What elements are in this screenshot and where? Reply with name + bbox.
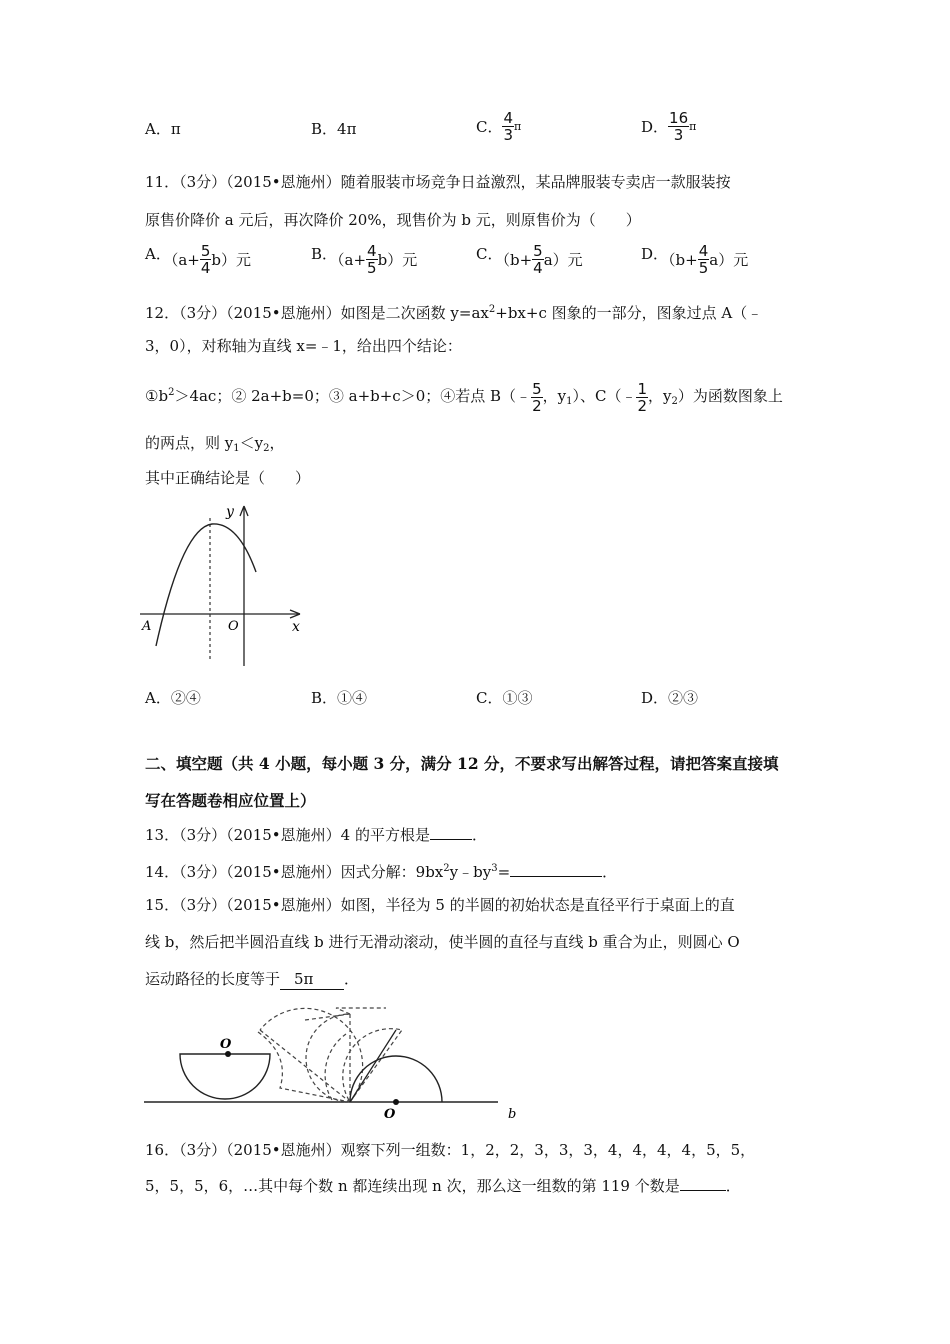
q11-d-label: D． xyxy=(641,245,669,263)
q10-c-den: 3 xyxy=(503,126,514,144)
q11-option-d xyxy=(641,243,748,276)
q10-option-d-label: D． xyxy=(641,118,669,136)
q12-line3-f: ）为函数图象上 xyxy=(677,387,783,405)
q10-option-c-label: C． xyxy=(476,118,503,136)
q16-line2-text: 5，5，5，6，…其中每个数 n 都连续出现 n 次，那么这一组数的第 119 个数是 xyxy=(145,1177,680,1195)
q11-b-den: 5 xyxy=(367,259,377,277)
q14-tail: ． xyxy=(602,863,618,881)
q12-line1 xyxy=(145,300,762,323)
q11-c-pre: （b+ xyxy=(502,251,533,269)
q14-answer-blank[interactable] xyxy=(510,876,602,877)
q12-option-b: B．①④ xyxy=(311,689,368,707)
q11-a-label: A． xyxy=(145,245,171,263)
final-center-dot xyxy=(393,1099,399,1105)
q12-line4-sub1: 1 xyxy=(233,443,240,454)
q12-option-d: D．②③ xyxy=(641,689,699,707)
q12-sub2: 2 xyxy=(671,396,678,407)
rolling-top-dashed xyxy=(305,1014,350,1020)
q11-d-fraction xyxy=(698,243,710,276)
final-center-label: O xyxy=(384,1107,396,1122)
q14 xyxy=(145,859,617,882)
q15-rolling-semicircle-figure xyxy=(140,1000,530,1122)
q12-line4-c: ， xyxy=(269,434,285,452)
q12-line2: 3，0），对称轴为直线 x=﹣1，给出四个结论： xyxy=(145,337,462,355)
q12-line3-c: ，y xyxy=(542,387,567,405)
q11-b-pre: （a+ xyxy=(337,251,367,269)
q13-text: 13．（3分）（2015•恩施州）4 的平方根是 xyxy=(145,826,430,844)
q15-line2: 线 b，然后把半圆沿直线 b 进行无滑动滚动，使半圆的直径与直线 b 重合为止，则圆心 O xyxy=(145,933,740,951)
q12-line3 xyxy=(145,373,783,413)
q12-line1-sup: 2 xyxy=(488,304,496,315)
q15-line3-text: 运动路径的长度等于 xyxy=(145,970,281,988)
q15-tail: ． xyxy=(344,970,360,988)
q11-a-fraction xyxy=(200,243,212,276)
q12-line4-sub2: 2 xyxy=(263,443,270,454)
q11-option-c xyxy=(476,243,583,276)
rolling-position-1 xyxy=(260,1008,363,1102)
q12-line3-a: ①b xyxy=(145,387,169,405)
q14-text-c: = xyxy=(497,863,511,881)
q11-d-pre: （b+ xyxy=(668,251,698,269)
q10-c-pi: π xyxy=(514,120,522,133)
q11-line1: 11．（3分）（2015•恩施州）随着服装市场竞争日益激烈，某品牌服装专卖店一款服装按 xyxy=(145,173,731,191)
q12-option-a: A．②④ xyxy=(145,689,201,707)
q11-c-num: 5 xyxy=(533,242,543,260)
q12-frac-5-2 xyxy=(531,381,543,414)
q13-tail: ． xyxy=(471,826,487,844)
q12-sub1: 1 xyxy=(566,396,573,407)
q11-c-label: C． xyxy=(476,245,503,263)
q12-line5: 其中正确结论是（ ） xyxy=(145,469,311,487)
q10-option-c xyxy=(476,110,521,143)
section2-heading-line2: 写在答题卷相应位置上） xyxy=(145,791,316,810)
q12-line1-b: +bx+c 图象的一部分，图象过点 A（﹣ xyxy=(495,304,763,322)
q12-frac-1-2 xyxy=(636,381,648,414)
q11-option-a xyxy=(145,243,251,276)
q16-answer-blank[interactable] xyxy=(680,1190,726,1191)
final-semicircle xyxy=(350,1056,442,1102)
q12-frac1-den: 2 xyxy=(532,396,542,415)
q11-line2: 原售价降价 a 元后，再次降价 20%，现售价为 b 元，则原售价为（ ） xyxy=(145,211,641,229)
q14-sup2: 3 xyxy=(491,863,498,874)
q12-line1-a: 12．（3分）（2015•恩施州）如图是二次函数 y=ax xyxy=(145,304,489,322)
q11-a-num: 5 xyxy=(200,242,211,260)
q11-a-den: 4 xyxy=(200,259,211,277)
q12-line3-sup: 2 xyxy=(168,387,175,398)
q11-b-fraction xyxy=(366,243,378,276)
q11-a-pre: （a+ xyxy=(170,251,200,269)
origin-label: O xyxy=(228,619,239,634)
q11-d-num: 4 xyxy=(698,242,709,260)
q11-option-b xyxy=(311,243,417,276)
q16-line1: 16．（3分）（2015•恩施州）观察下列一组数：1，2，2，3，3，3，4，4，4，4，5，5， xyxy=(145,1141,756,1159)
q12-line3-d: ）、C（﹣ xyxy=(572,387,637,405)
q16-line2 xyxy=(145,1176,741,1196)
q12-line3-e: ，y xyxy=(648,387,672,405)
q15-line1: 15．（3分）（2015•恩施州）如图，半径为 5 的半圆的初始状态是直径平行于桌面上的直 xyxy=(145,896,735,914)
q11-a-post: b）元 xyxy=(211,251,252,269)
q10-option-c-fraction xyxy=(502,110,514,143)
q11-c-den: 4 xyxy=(533,259,543,277)
q12-frac1-num: 5 xyxy=(532,379,542,398)
q12-frac2-den: 2 xyxy=(637,396,647,415)
y-label: y xyxy=(226,504,234,520)
final-radius-line xyxy=(350,1030,396,1102)
q16-tail: ． xyxy=(725,1177,741,1195)
q10-d-pi: π xyxy=(689,120,697,133)
q12-line4 xyxy=(145,433,285,459)
q10-c-num: 4 xyxy=(503,109,514,127)
q12-frac2-num: 1 xyxy=(637,379,647,398)
q12-line3-b: ＞4ac；② 2a+b=0；③ a+b+c＞0；④若点 B（﹣ xyxy=(174,387,532,405)
q10-option-b: B．4π xyxy=(311,120,357,138)
q13-answer-blank[interactable] xyxy=(430,839,472,840)
rolling-top-dashed-2 xyxy=(336,1008,386,1014)
q10-option-d xyxy=(641,110,696,143)
q11-b-num: 4 xyxy=(367,242,377,260)
initial-center-label: O xyxy=(220,1037,232,1052)
q11-b-post: b）元 xyxy=(377,251,418,269)
rolling-arc-dashed xyxy=(325,1034,346,1100)
q15-line3 xyxy=(145,969,359,990)
parabola-curve xyxy=(156,524,256,646)
q11-b-label: B． xyxy=(311,245,338,263)
point-a-label: A xyxy=(142,619,152,634)
q11-c-post: a）元 xyxy=(543,251,583,269)
q12-option-c: C．①③ xyxy=(476,689,533,707)
q12-line4-a: 的两点，则 y xyxy=(145,434,234,452)
line-b-label: b xyxy=(508,1107,517,1122)
q13 xyxy=(145,825,487,845)
q11-c-fraction xyxy=(532,243,544,276)
q11-d-post: a）元 xyxy=(709,251,749,269)
q15-answer: 5π xyxy=(280,969,344,990)
q14-text-b: y﹣by xyxy=(449,863,492,881)
initial-semicircle xyxy=(180,1054,270,1099)
q10-d-den: 3 xyxy=(673,126,684,144)
q12-line4-b: ＜y xyxy=(239,434,264,452)
q11-d-den: 5 xyxy=(698,259,709,277)
q14-sup1: 2 xyxy=(443,863,450,874)
q10-option-d-fraction xyxy=(668,110,689,143)
rolling-path-dashed-1 xyxy=(258,1032,350,1102)
q14-text-a: 14．（3分）（2015•恩施州）因式分解：9bx xyxy=(145,863,444,881)
x-label: x xyxy=(292,619,300,635)
q10-d-num: 16 xyxy=(669,109,689,127)
section2-heading-line1: 二、填空题（共 4 小题，每小题 3 分，满分 12 分，不要求写出解答过程，请把答案直接填 xyxy=(145,754,779,773)
q12-parabola-graph xyxy=(140,498,320,670)
q10-option-a: A．π xyxy=(145,120,181,138)
